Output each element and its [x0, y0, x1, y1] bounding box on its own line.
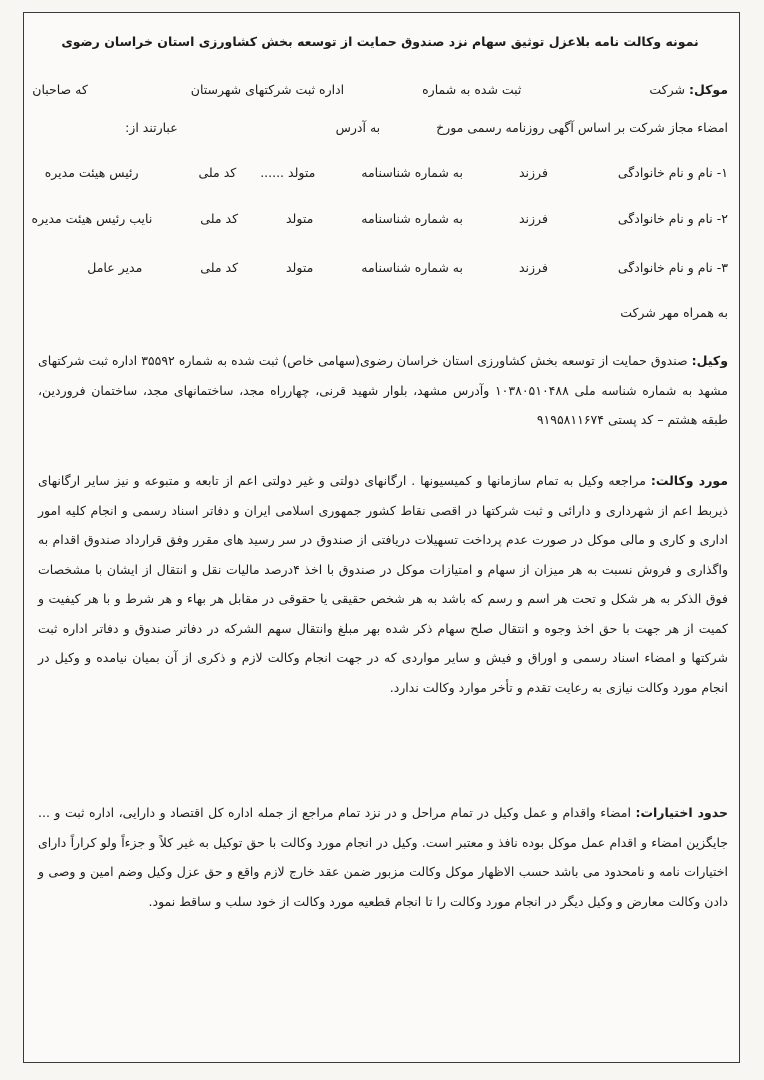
- signatory-national-label: کد ملی: [200, 211, 239, 226]
- signatory-born-label: متولد ......: [260, 165, 316, 180]
- attorney-paragraph: [38, 346, 728, 435]
- signatory-row: [32, 209, 728, 229]
- signatory-id-label: به شماره شناسنامه: [361, 165, 463, 180]
- client-label: موکل:: [688, 82, 728, 97]
- signatory-child-label: فرزند: [518, 260, 548, 275]
- client-reg-number: ثبت شده به شماره: [422, 82, 522, 97]
- signatory-role: نایب رئیس هیئت مدیره: [31, 211, 153, 226]
- signatory-role: مدیر عامل: [87, 260, 143, 275]
- signatory-name-label: ۲- نام و نام خانوادگی: [617, 211, 728, 226]
- signatory-name-label: ۱- نام و نام خانوادگی: [617, 165, 728, 180]
- signatory-child-label: فرزند: [518, 165, 548, 180]
- signatory-row: [45, 163, 728, 183]
- seal-note: به همراه مهر شرکت: [620, 305, 728, 320]
- client-gazette: امضاء مجاز شرکت بر اساس آگهی روزنامه رسمی مورخ: [436, 120, 728, 135]
- signatory-role: رئیس هیئت مدیره: [44, 165, 139, 180]
- signatory-id-label: به شماره شناسنامه: [361, 260, 463, 275]
- client-address: به آدرس: [335, 120, 381, 135]
- signatory-child-label: فرزند: [518, 211, 548, 226]
- client-consisting: عبارتند از:: [125, 120, 178, 135]
- signatory-national-label: کد ملی: [200, 260, 239, 275]
- client-owners: که صاحبان: [32, 82, 88, 97]
- limits-paragraph: [38, 798, 728, 916]
- attorney-label: وکیل:: [691, 353, 728, 368]
- limits-text: امضاء واقدام و عمل وکیل در تمام مراحل و در نزد تمام مراجع از جمله اداره کل اقتصاد و دارایی، اداره ثبت و ... جایگزین امضاء و اقدام عمل موکل بوده نافذ و معتبر است. وکیل در انجام مورد وکالت با حق توکیل به غیر کلاً و جزءاً ولو کراراً دارای اختیارات نامه و نامحدود می باشد حسب الاظهار موکل وکالت مزبور ضمن عقد خارج لازم واقع و حق عزل وکیل وضم امین و وصی و دادن وکالت معارض و وکیل دیگر در انجام مورد وکالت را تا انجام قطعیه مورد وکالت از خود سلب و ساقط نمود.: [38, 805, 728, 909]
- client-line-2: [125, 118, 728, 138]
- signatory-name-label: ۳- نام و نام خانوادگی: [617, 260, 728, 275]
- client-reg-office: اداره ثبت شرکتهای شهرستان: [190, 82, 345, 97]
- attorney-text: صندوق حمایت از توسعه بخش کشاورزی استان خراسان رضوی(سهامی خاص) ثبت شده به شماره ۳۵۵۹۲ اداره ثبت شرکتهای مشهد به شماره شناسه ملی ۱۰۳۸۰۵۱۰۴۸۸ وآدرس مشهد، بلوار شهید قرنی، چهارراه مجد، ساختمانهای مجد، ساختمان فروردین، طبقه هشتم – کد پستی ۹۱۹۵۸۱۱۶۷۴: [38, 353, 728, 427]
- document-title: نمونه وکالت نامه بلاعزل توثیق سهام نزد صندوق حمایت از توسعه بخش کشاورزی استان خراسان رضوی: [61, 34, 699, 49]
- signatory-id-label: به شماره شناسنامه: [361, 211, 463, 226]
- signatory-born-label: متولد: [286, 211, 314, 226]
- signatory-born-label: متولد: [286, 260, 314, 275]
- subject-paragraph: [38, 466, 728, 702]
- signatory-national-label: کد ملی: [198, 165, 237, 180]
- client-company: شرکت: [649, 82, 685, 97]
- client-line-1: [32, 80, 728, 100]
- subject-label: مورد وکالت:: [650, 473, 728, 488]
- signatory-row: [87, 258, 728, 278]
- subject-text: مراجعه وکیل به تمام سازمانها و کمیسیونها . ارگانهای دولتی و غیر دولتی اعم از تابعه و متبوعه و نیز سایر ارگانهای ذیربط اعم از شهرداری و دارائی و ثبت شرکتها در اقصی نقاط کشور جمهوری اسلامی ایران و دفاتر اسناد رسمی و انجام کلیه امور اداری و کاری و مالی موکل در صورت عدم پرداخت تسهیلات دریافتی از صندوق در سر رسید های مقرر وفق قرارداد صندوق اقدام به واگذاری و فروش نسبت به هر میزان از سهام و امتیازات موکل در صندوق با اخذ ۴درصد مالیات نقل و انتقال از ایشان با مشخصات فوق الذکر به هر شکل و تحت هر اسم و رسم که باشد به هر شخص حقیقی یا حقوقی در مقابل هر بهاء و هر شرط و با هر کیفیت و کمیت از هر جهت با حق اخذ وجوه و انتقال صلح سهام ذکر شده بهر مبلغ وانتقال سهم الشرکه در دفاتر صندوق و دفاتر اداره ثبت شرکتها و امضاء اسناد رسمی و اوراق و فیش و سایر مواردی که در جهت انجام وکالت لازم و ذکری از آن بمیان نیامده و وکیل در انجام مورد وکالت نیازی به رعایت تقدم و تأخر موارد وکالت ندارد.: [38, 473, 728, 695]
- limits-label: حدود اختیارات:: [635, 805, 728, 820]
